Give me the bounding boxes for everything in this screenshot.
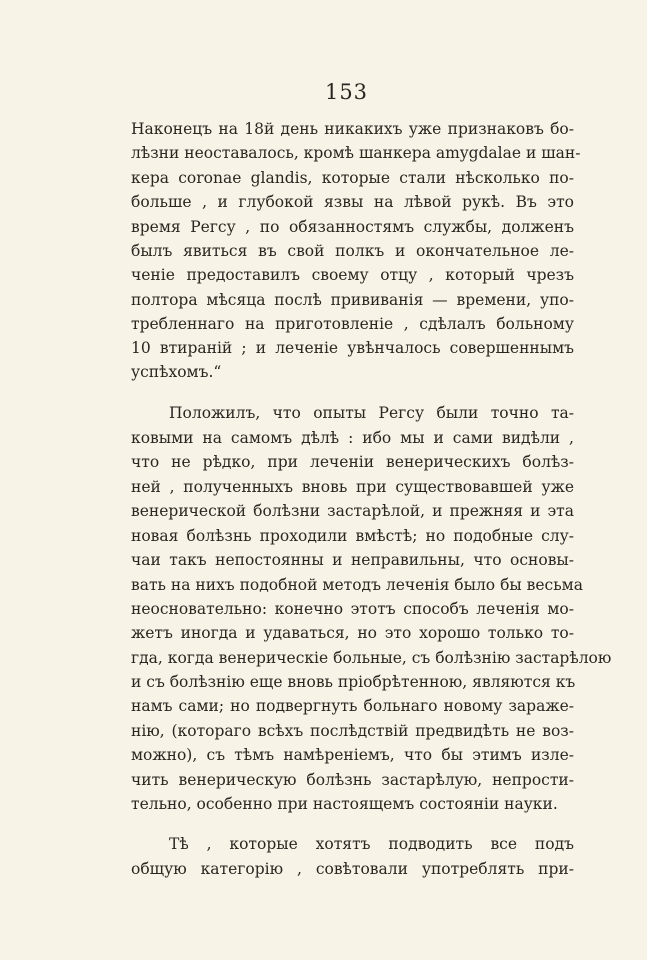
text-line: что не рѣдко, при леченіи венерическихъ болѣз- [131, 453, 574, 471]
text-line: неосновательно: конечно этотъ способъ леченія мо- [131, 600, 574, 618]
text-line: кера coronae glandis, которые стали нѣсколько по- [131, 169, 574, 187]
text-line: чить венерическую болѣзнь застарѣлую, непрости- [131, 771, 574, 789]
text-line: полтора мѣсяца послѣ прививанія — времени, упо- [131, 291, 574, 309]
text-line: лѣзни неоставалось, кромѣ шанкера amygdalae и шан- [131, 144, 581, 162]
text-line: Тѣ , которые хотятъ подводить все подъ [169, 835, 574, 853]
text-line: намъ сами; но подвергнуть больнаго новому зараже- [131, 697, 574, 715]
text-line: новая болѣзнь проходили вмѣстѣ; но подобные слу- [131, 527, 574, 545]
text-line: требленнаго на приготовленіе , сдѣлалъ больному [131, 315, 574, 333]
text-line: успѣхомъ.“ [131, 363, 222, 381]
text-line: больше , и глубокой язвы на лѣвой рукѣ. Въ это [131, 193, 574, 211]
text-line: Наконецъ на 18й день никакихъ уже признаковъ бо- [131, 120, 574, 138]
text-line: нію, (котораго всѣхъ послѣдствій предвидѣть не воз- [131, 722, 574, 740]
text-line: Положилъ, что опыты Регсу были точно та- [169, 404, 574, 422]
text-line: ченіе предоставилъ своему отцу , который чрезъ [131, 266, 574, 284]
text-line: и съ болѣзнію еще вновь пріобрѣтенною, являются къ [131, 673, 576, 691]
text-line: общую категорію , совѣтовали употреблять при- [131, 860, 574, 878]
text-line: тельно, особенно при настоящемъ состояніи науки. [131, 795, 558, 813]
page-number: 153 [324, 80, 369, 104]
text-line: чаи такъ непостоянны и неправильны, что основы- [131, 551, 574, 569]
text-line: ковыми на самомъ дѣлѣ : ибо мы и сами видѣли , [131, 429, 574, 447]
text-line: можно), съ тѣмъ намѣреніемъ, что бы этимъ изле- [131, 746, 574, 764]
text-line: ней , полученныхъ вновь при существовавшей уже [131, 478, 574, 496]
text-line: гда, когда венерическіе больные, съ болѣзнію застарѣлою [131, 649, 612, 667]
text-line: былъ явиться въ свой полкъ и окончательное ле- [131, 242, 574, 260]
text-line: венерической болѣзни застарѣлой, и прежняя и эта [131, 502, 574, 520]
text-line: время Регсу , по обязанностямъ службы, долженъ [131, 218, 574, 236]
text-line: 10 втираній ; и леченіе увѣнчалось совершеннымъ [131, 339, 574, 357]
text-line: жетъ иногда и удаваться, но это хорошо только то- [131, 624, 574, 642]
text-line: вать на нихъ подобной методъ леченія было бы весьма [131, 576, 583, 594]
